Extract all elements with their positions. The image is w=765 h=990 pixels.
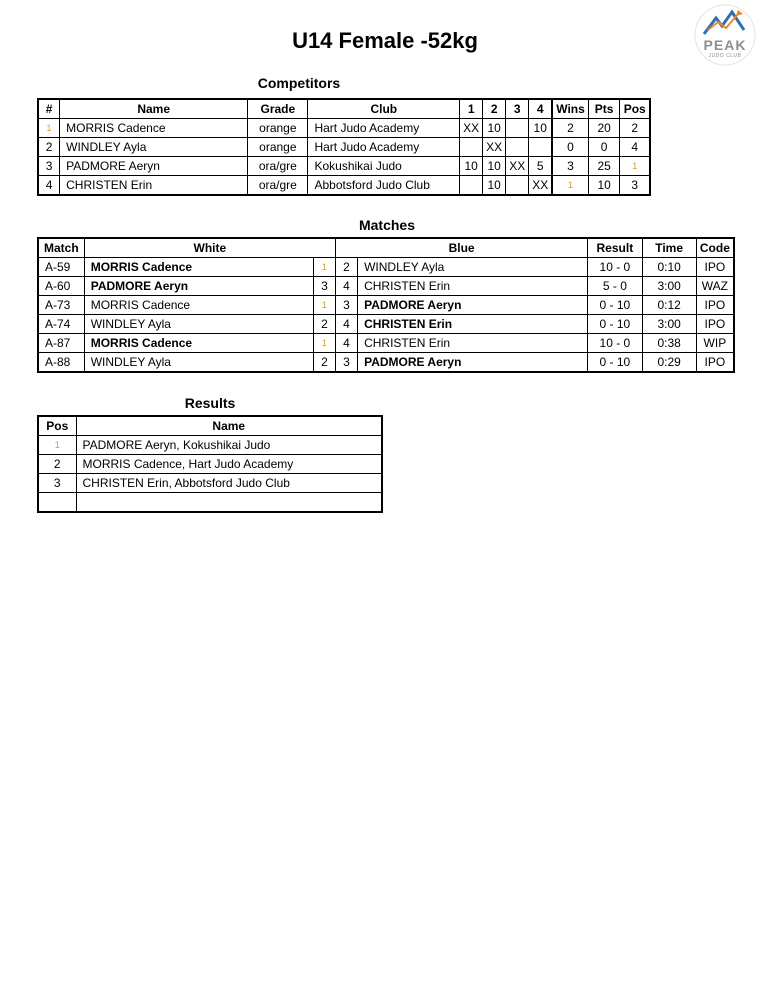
competitor-name: PADMORE Aeryn bbox=[60, 157, 248, 176]
match-white: MORRIS Cadence bbox=[84, 334, 313, 353]
competitor-wins: 3 bbox=[552, 157, 588, 176]
match-blue-num: 2 bbox=[335, 258, 357, 277]
score-4: 10 bbox=[529, 119, 553, 138]
match-blue: CHRISTEN Erin bbox=[358, 277, 588, 296]
match-time: 0:38 bbox=[642, 334, 696, 353]
match-blue: PADMORE Aeryn bbox=[358, 296, 588, 315]
table-row bbox=[38, 296, 734, 315]
col-header-wins: Wins bbox=[552, 99, 588, 119]
match-code: IPO bbox=[696, 296, 734, 315]
match-id: A-73 bbox=[38, 296, 84, 315]
competitor-wins: 0 bbox=[552, 138, 588, 157]
match-white-num: 1 bbox=[313, 334, 335, 353]
col-header-pts: Pts bbox=[588, 99, 620, 119]
matches-table bbox=[37, 237, 735, 373]
competitor-pos: 4 bbox=[620, 138, 650, 157]
results-heading: Results bbox=[184, 395, 236, 411]
result-pos: 3 bbox=[38, 474, 76, 493]
match-white: MORRIS Cadence bbox=[84, 296, 313, 315]
score-2: 10 bbox=[483, 157, 506, 176]
match-white: PADMORE Aeryn bbox=[84, 277, 313, 296]
match-code: WAZ bbox=[696, 277, 734, 296]
score-3 bbox=[506, 176, 529, 196]
score-1: XX bbox=[460, 119, 483, 138]
table-row bbox=[38, 157, 650, 176]
logo-mountain-icon bbox=[694, 0, 756, 70]
match-result: 0 - 10 bbox=[588, 296, 642, 315]
score-3: XX bbox=[506, 157, 529, 176]
match-code: IPO bbox=[696, 258, 734, 277]
match-result: 10 - 0 bbox=[588, 258, 642, 277]
match-code: WIP bbox=[696, 334, 734, 353]
result-pos: 1 bbox=[38, 436, 76, 455]
table-row bbox=[38, 436, 382, 455]
col-header-pos: Pos bbox=[38, 416, 76, 436]
competitor-wins: 1 bbox=[552, 176, 588, 196]
competitor-pos: 3 bbox=[620, 176, 650, 196]
match-code: IPO bbox=[696, 353, 734, 373]
col-header-time: Time bbox=[642, 238, 696, 258]
match-white-num: 1 bbox=[313, 296, 335, 315]
score-2: 10 bbox=[483, 119, 506, 138]
logo-subtext: JUDO CLUB bbox=[708, 53, 742, 59]
competitor-club: Hart Judo Academy bbox=[308, 119, 460, 138]
club-logo bbox=[694, 0, 756, 70]
matches-header-row bbox=[38, 238, 734, 258]
table-row bbox=[38, 138, 650, 157]
table-row bbox=[38, 315, 734, 334]
competitor-pts: 0 bbox=[588, 138, 620, 157]
score-1: 10 bbox=[460, 157, 483, 176]
score-4: 5 bbox=[529, 157, 553, 176]
score-2: XX bbox=[483, 138, 506, 157]
col-header-white: White bbox=[84, 238, 335, 258]
col-header-blue: Blue bbox=[335, 238, 587, 258]
match-blue: WINDLEY Ayla bbox=[358, 258, 588, 277]
match-blue: CHRISTEN Erin bbox=[358, 334, 588, 353]
competitor-grade: orange bbox=[248, 138, 308, 157]
logo-text: PEAK bbox=[703, 37, 747, 53]
competitor-pos: 2 bbox=[620, 119, 650, 138]
competitor-grade: orange bbox=[248, 119, 308, 138]
match-white-num: 3 bbox=[313, 277, 335, 296]
competitor-wins: 2 bbox=[552, 119, 588, 138]
match-code: IPO bbox=[696, 315, 734, 334]
match-blue-num: 4 bbox=[335, 334, 357, 353]
score-4 bbox=[529, 138, 553, 157]
col-header-name: Name bbox=[60, 99, 248, 119]
match-white: WINDLEY Ayla bbox=[84, 315, 313, 334]
competitor-name: WINDLEY Ayla bbox=[60, 138, 248, 157]
results-header-row bbox=[38, 416, 382, 436]
competitor-club: Hart Judo Academy bbox=[308, 138, 460, 157]
match-blue: CHRISTEN Erin bbox=[358, 315, 588, 334]
result-pos: 2 bbox=[38, 455, 76, 474]
match-time: 0:29 bbox=[642, 353, 696, 373]
match-time: 3:00 bbox=[642, 277, 696, 296]
competitor-num: 3 bbox=[38, 157, 60, 176]
match-id: A-60 bbox=[38, 277, 84, 296]
competitors-table bbox=[37, 98, 651, 196]
competitor-grade: ora/gre bbox=[248, 176, 308, 196]
competitor-name: CHRISTEN Erin bbox=[60, 176, 248, 196]
competitor-num: 2 bbox=[38, 138, 60, 157]
match-white: WINDLEY Ayla bbox=[84, 353, 313, 373]
table-row bbox=[38, 176, 650, 196]
result-name: MORRIS Cadence, Hart Judo Academy bbox=[76, 455, 382, 474]
match-id: A-87 bbox=[38, 334, 84, 353]
table-row bbox=[38, 455, 382, 474]
competitor-num: 4 bbox=[38, 176, 60, 196]
table-row bbox=[38, 474, 382, 493]
table-row bbox=[38, 277, 734, 296]
col-header-result: Result bbox=[588, 238, 642, 258]
col-header-club: Club bbox=[308, 99, 460, 119]
page-title: U14 Female -52kg bbox=[292, 28, 478, 53]
match-white-num: 2 bbox=[313, 353, 335, 373]
match-time: 0:10 bbox=[642, 258, 696, 277]
col-header-2: 2 bbox=[483, 99, 506, 119]
col-header-pos: Pos bbox=[620, 99, 650, 119]
table-row bbox=[38, 493, 382, 513]
competitors-header-row bbox=[38, 99, 650, 119]
col-header-1: 1 bbox=[460, 99, 483, 119]
score-3 bbox=[506, 119, 529, 138]
match-blue-num: 4 bbox=[335, 315, 357, 334]
col-header-3: 3 bbox=[506, 99, 529, 119]
table-row bbox=[38, 119, 650, 138]
result-name bbox=[76, 493, 382, 513]
match-result: 10 - 0 bbox=[588, 334, 642, 353]
competitor-grade: ora/gre bbox=[248, 157, 308, 176]
competitor-pts: 20 bbox=[588, 119, 620, 138]
score-1 bbox=[460, 176, 483, 196]
table-row bbox=[38, 258, 734, 277]
score-1 bbox=[460, 138, 483, 157]
col-header-match: Match bbox=[38, 238, 84, 258]
results-table bbox=[37, 415, 383, 513]
match-time: 3:00 bbox=[642, 315, 696, 334]
result-name: CHRISTEN Erin, Abbotsford Judo Club bbox=[76, 474, 382, 493]
score-2: 10 bbox=[483, 176, 506, 196]
competitor-pts: 10 bbox=[588, 176, 620, 196]
col-header-code: Code bbox=[696, 238, 734, 258]
match-result: 0 - 10 bbox=[588, 315, 642, 334]
competitor-num: 1 bbox=[38, 119, 60, 138]
score-3 bbox=[506, 138, 529, 157]
competitor-name: MORRIS Cadence bbox=[60, 119, 248, 138]
competitors-heading: Competitors bbox=[257, 75, 341, 91]
match-white: MORRIS Cadence bbox=[84, 258, 313, 277]
col-header-name: Name bbox=[76, 416, 382, 436]
match-id: A-59 bbox=[38, 258, 84, 277]
matches-heading: Matches bbox=[358, 217, 416, 233]
match-time: 0:12 bbox=[642, 296, 696, 315]
competitor-club: Abbotsford Judo Club bbox=[308, 176, 460, 196]
competitor-club: Kokushikai Judo bbox=[308, 157, 460, 176]
match-result: 0 - 10 bbox=[588, 353, 642, 373]
col-header-grade: Grade bbox=[248, 99, 308, 119]
match-white-num: 1 bbox=[313, 258, 335, 277]
col-header-num: # bbox=[38, 99, 60, 119]
match-blue-num: 4 bbox=[335, 277, 357, 296]
match-id: A-88 bbox=[38, 353, 84, 373]
match-blue-num: 3 bbox=[335, 296, 357, 315]
competitor-pts: 25 bbox=[588, 157, 620, 176]
score-4: XX bbox=[529, 176, 553, 196]
col-header-4: 4 bbox=[529, 99, 553, 119]
match-blue: PADMORE Aeryn bbox=[358, 353, 588, 373]
competitor-pos: 1 bbox=[620, 157, 650, 176]
table-row bbox=[38, 334, 734, 353]
result-pos bbox=[38, 493, 76, 513]
result-name: PADMORE Aeryn, Kokushikai Judo bbox=[76, 436, 382, 455]
match-result: 5 - 0 bbox=[588, 277, 642, 296]
match-id: A-74 bbox=[38, 315, 84, 334]
table-row bbox=[38, 353, 734, 373]
match-blue-num: 3 bbox=[335, 353, 357, 373]
match-white-num: 2 bbox=[313, 315, 335, 334]
